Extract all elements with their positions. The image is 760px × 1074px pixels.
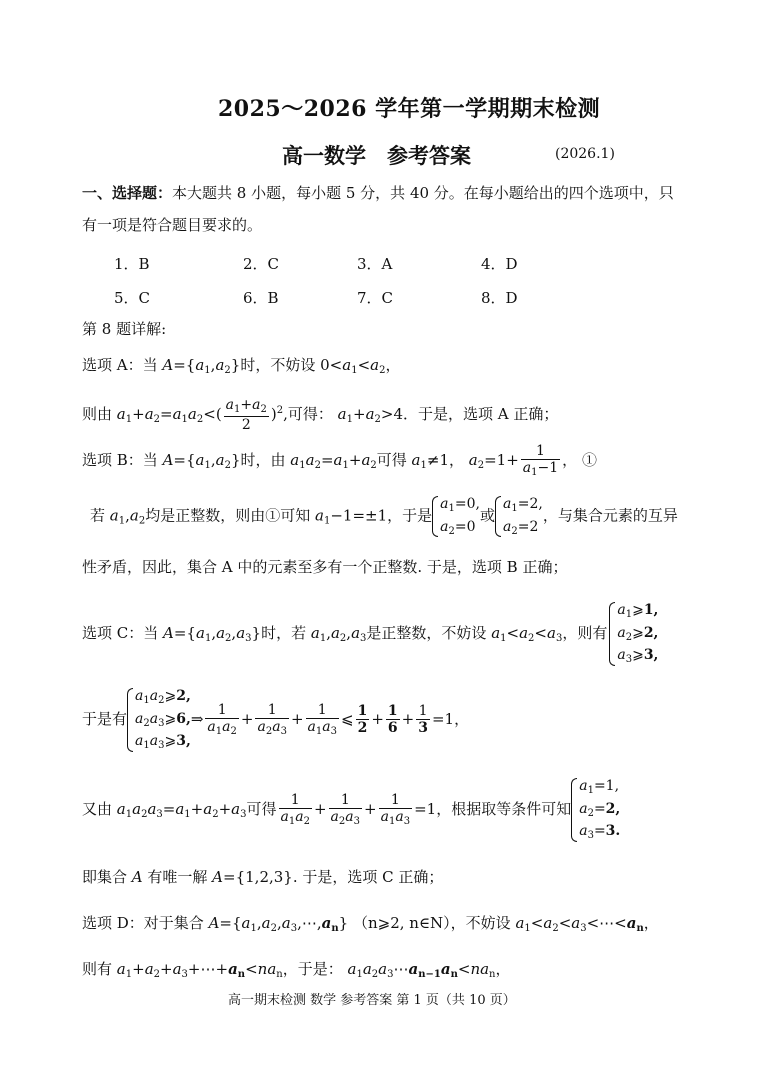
option-c-line-4: 即集合 A 有唯一解 A={1,2,3}. 于是，选项 C 正确； <box>82 868 444 886</box>
page-footer: 高一期末检测 数学 参考答案 第 1 页（共 10 页） <box>228 993 516 1008</box>
option-c-line-2: 于是有 $a_1a_2⩾2$, $a_2a_3⩾6$, $a_1a_3⩾3$, ⇒ $\frac{1}{a_1a_2}$ + $\frac{1}{a_2a_3}$ + $\frac{1}{a_1a_3}$ ⩽ $\frac{1}{2}$ + $\frac{1}{6}$ + $\frac{1}{3}$ =1， <box>82 686 469 754</box>
option-d-line-2: 则有 $a_1+a_2+a_3+\cdots+a_n<na_n$，于是： $a_1a_2a_3\cdots a_{n-1}a_n<na_n$， <box>82 960 511 980</box>
page-title: 2025～2026 学年第一学期期末检测 <box>218 96 601 122</box>
q8-heading: 第 8 题详解: <box>82 320 167 338</box>
page-date: (2026.1) <box>555 146 615 162</box>
answer-6: 6．B <box>243 289 279 307</box>
option-d-line-1: 选项 D：对于集合 $A=\{a_1,a_2,a_3,\cdots,a_n\}$ （n⩾2, n∈N），不妨设 $a_1<a_2<a_3<\cdots<a_n$， <box>82 914 659 934</box>
intro-line-1: 本大题共 8 小题，每小题 5 分，共 40 分。在每小题给出的四个选项中，只 <box>172 184 674 202</box>
section-intro <box>82 186 674 201</box>
page-subtitle: 高一数学 参考答案 <box>282 143 471 168</box>
answer-3: 3．A <box>357 255 393 273</box>
option-a-line-1: 选项 A：当 $A=\{a_1,a_2\}$时，不妨设 $0<a_1<a_2$， <box>82 356 401 376</box>
option-b-line-2: 若 $a_1,a_2$均是正整数，则由①可知 $a_1-1=\pm 1$，于是 $a_1=0$, $a_2=0$ 或 $a_1=2$, $a_2=2$ ，与集合元素的互异 <box>90 494 678 539</box>
answer-4: 4．D <box>481 255 518 273</box>
option-c-line-1: 选项 C：当 $A=\{a_1,a_2,a_3\}$时，若 $a_1,a_2,a_3$是正整数，不妨设 $a_1<a_2<a_3$，则有 $a_1⩾1$, $a_2⩾2$, $a_3⩾3$, <box>82 600 658 668</box>
option-b-line-3: 性矛盾，因此，集合 A 中的元素至多有一个正整数. 于是，选项 B 正确； <box>82 558 568 576</box>
option-c-line-3: 又由 $a_1a_2a_3=a_1+a_2+a_3$可得 $\frac{1}{a_1a_2}$ + $\frac{1}{a_2a_3}$ + $\frac{1}{a_1a_3}$ =1，根据取等条件可知 $a_1=1$, $a_2=2$, $a_3=3$. <box>82 776 620 844</box>
answer-7: 7．C <box>357 289 394 307</box>
answer-1: 1．B <box>114 255 150 273</box>
answer-2: 2．C <box>243 255 280 273</box>
option-b-line-1: 选项 B：当 $A=\{a_1,a_2\}$时，由 $a_1a_2=a_1+a_2$可得 $a_1\ne 1$， $a_2=1+$ $\frac{1}{a_1-1}$ ， ① <box>82 443 597 478</box>
section-intro-line-2: 有一项是符合题目要求的。 <box>82 216 263 234</box>
option-a-line-2: 则由 $a_1+a_2=a_1a_2<$( $\frac{a_1+a_2}{2}$ )$^2$,可得： $a_1+a_2>4$．于是，选项 A 正确； <box>82 397 559 433</box>
answer-5: 5．C <box>114 289 151 307</box>
section-heading: 一、选择题： <box>82 184 173 202</box>
answer-8: 8．D <box>481 289 518 307</box>
